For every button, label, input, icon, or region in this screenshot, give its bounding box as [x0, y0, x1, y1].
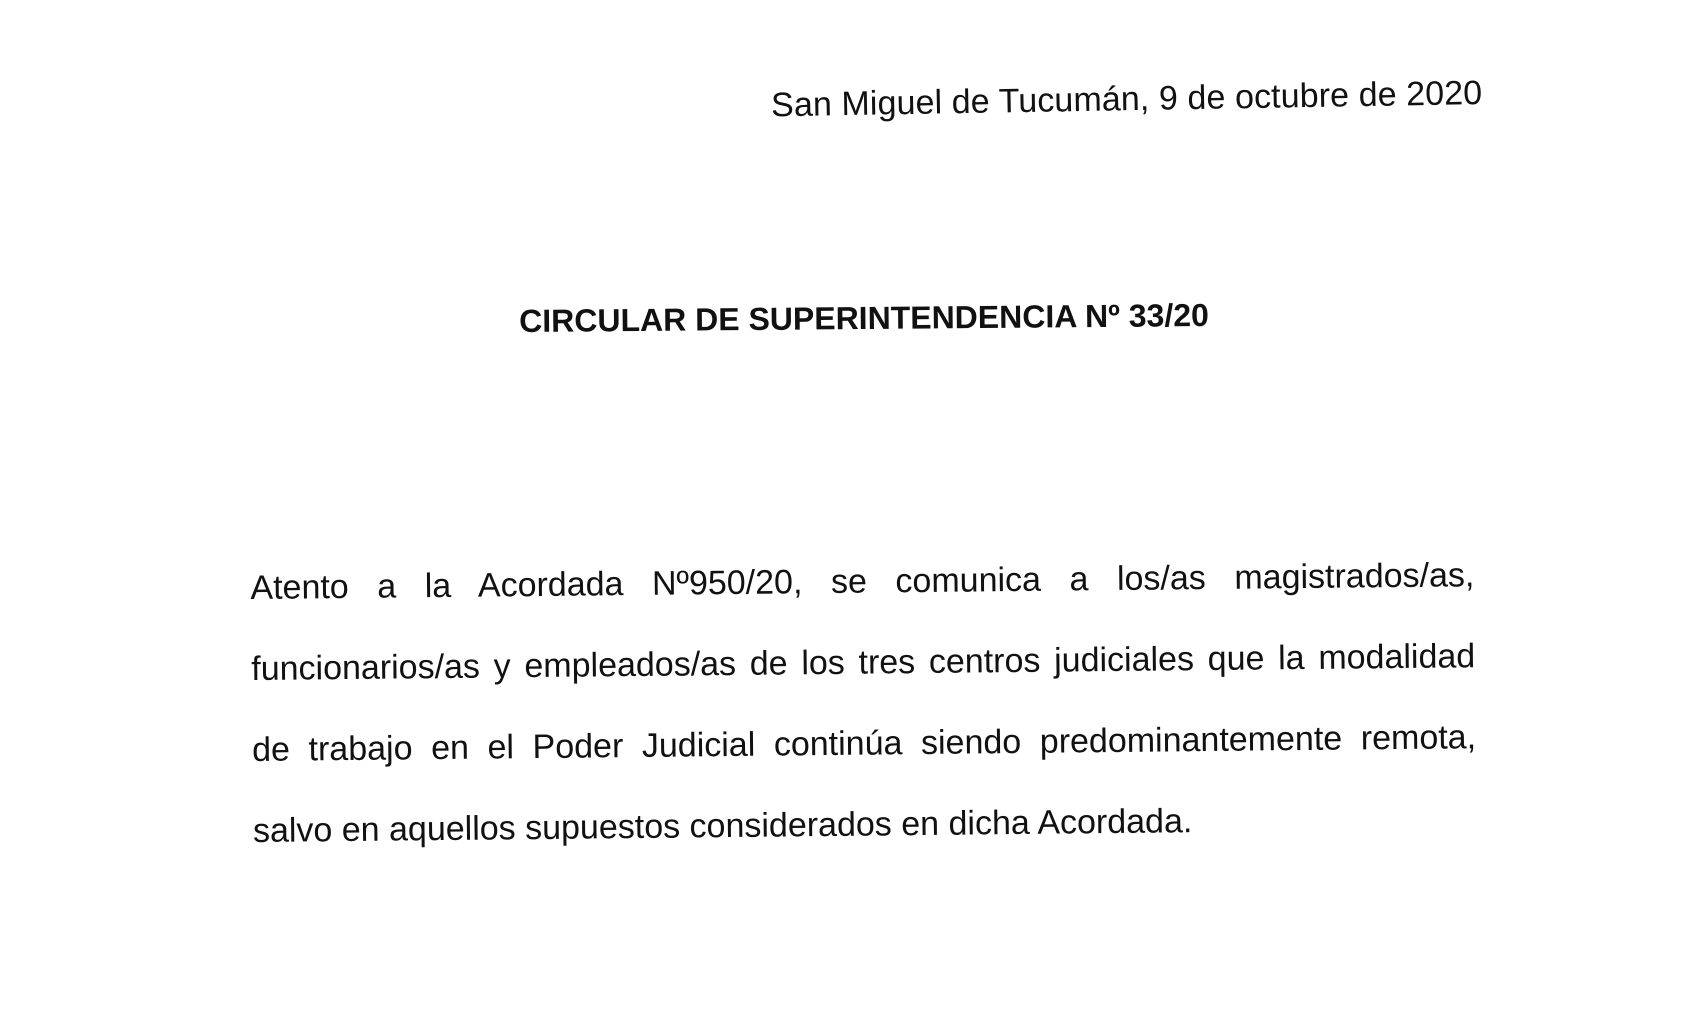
document-title: CIRCULAR DE SUPERINTENDENCIA Nº 33/20: [518, 296, 1209, 340]
date-line: San Miguel de Tucumán, 9 de octubre de 2020: [770, 74, 1483, 125]
body-paragraph: Atento a la Acordada Nº950/20, se comunica a los/as magistrados/as, funcionarios/as y empleados/as de los tres centros judiciales que la modalidad de trabajo en el Poder Judicial continúa siendo predominantemente remota, salvo en aquellos supuestos considerados en dicha Acordada.: [250, 556, 1477, 850]
